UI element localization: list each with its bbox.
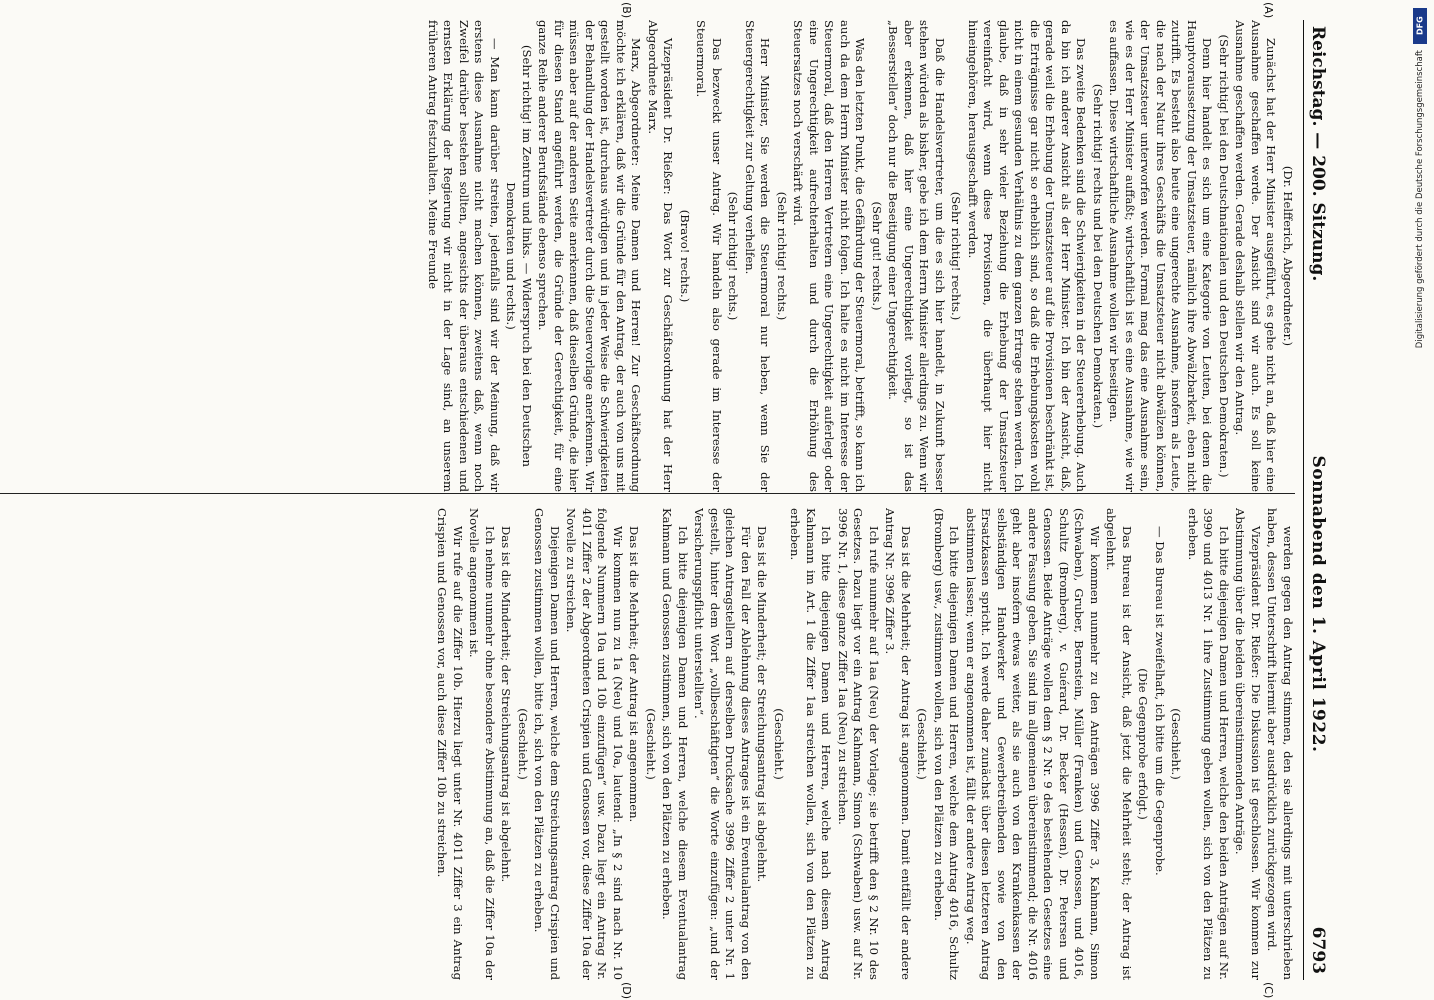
- header-left: Reichstag. — 200. Sitzung.: [1308, 26, 1329, 282]
- header-date: Sonnabend den 1. April 1922.: [1308, 455, 1329, 753]
- right-column-paragraph: (Geschieht.): [772, 708, 786, 780]
- margin-marker-a: (A): [1262, 2, 1275, 19]
- right-column-paragraph: Ich rufe nunmehr auf 1aa (Neu) der Vorlage; sie betrifft den § 2 Nr. 10 des Gesetzes. Dazu liegt vor ein Antrag Kahmann, Simon (Schwaben) usw. auf Nr. 3996 Nr. 1, diese ganze Ziffer 1aa (Neu) zu streichen.: [836, 508, 881, 980]
- right-column-paragraph: Ich bitte diejenigen Damen und Herren, welche diesem Eventualantrag Kahmann und Genossen zustimmen, sich von den Plätzen zu erheben.: [660, 508, 690, 980]
- margin-marker-b: (B): [620, 2, 633, 19]
- left-column-paragraph: Das bezweckt unser Antrag. Wir handeln also gerade im Interesse der Steuermoral.: [694, 20, 724, 492]
- right-column-paragraph: Diejenigen Damen und Herren, welche dem Streichungsantrag Crispien und Genossen zustimmen wollen, bitte ich, sich von den Plätzen zu erheben.: [532, 508, 562, 980]
- side-attribution: [1411, 8, 1429, 992]
- right-column: [0, 508, 1295, 980]
- right-column-paragraph: (Die Gegenprobe erfolgt.): [1136, 668, 1151, 820]
- page-header: [1303, 20, 1333, 980]
- left-column-paragraph: (Sehr richtig! rechts.): [949, 191, 964, 321]
- left-column-paragraph: Daß die Handelsvertreter, um die es sich hier handelt, in Zukunft besser stehen würden als bisher, gebe ich dem Herrn Minister allerdings zu. Wenn wir aber erkennen, daß hier eine Ungerechtigkeit vorliegt, so ist das „Besserstellen“ doch nur die Beseitigung einer Ungerechtigkeit.: [886, 20, 947, 492]
- right-column-paragraph: Wir kommen nun zu 1a (Neu) und 10a, lautend: „In § 2 sind nach Nr. 10 folgende Nummern 10a und 10b einzufügen“ usw. Dazu liegt ein Antrag Nr. 4011 Ziffer 2 der Abgeordneten Crispien und Genossen vor, diese Ziffer 10a der Novelle zu streichen.: [564, 508, 625, 980]
- left-column-paragraph: (Sehr richtig! rechts.): [775, 191, 789, 321]
- left-column-paragraph: (Sehr gut! rechts.): [870, 201, 884, 311]
- attribution-text: Digitalisierung gefördert durch die Deutsche Forschungsgemeinschaft: [1415, 50, 1425, 349]
- right-column-paragraph: Vizepräsident Dr. Rießer: Die Diskussion ist geschlossen. Wir kommen zur Abstimmung über die beiden übereinstimmenden Anträge.: [1233, 508, 1263, 980]
- left-column-paragraph: Herr Minister, Sie werden die Steuermoral nur heben, wenn Sie der Steuergerechtigkeit zur Geltung verhelfen.: [743, 20, 773, 492]
- right-column-paragraph: Für den Fall der Ablehnung dieses Antrages ist ein Eventualantrag von den gleichen Antragstellern auf derselben Drucksache 3996 Ziffer 2 unter Nr. 1 gestellt, hinter dem Wort „vollbeschäftigten“ die Worte einzufügen: „und der Versicherungspflicht unterstellten“.: [692, 508, 753, 980]
- rotated-page-content: [0, 2, 1333, 1000]
- left-column-paragraph: (Sehr richtig! rechts.): [726, 191, 741, 321]
- margin-marker-c: (C): [1262, 982, 1275, 999]
- left-column-paragraph: Was den letzten Punkt, die Gefährdung der Steuermoral, betrifft, so kann ich auch da dem Herrn Minister nicht folgen. Ich halte es nicht im Interesse der Steuermoral, daß den Herren Vertretern eine Ungerechtigkeit auferlegt oder eine Ungerechtigkeit aufrechterhalten und durch die Erhöhung des Steuersatzes noch verschärft wird.: [791, 20, 868, 492]
- right-column-paragraph: Ich nehme nunmehr ohne besondere Abstimmung an, daß die Ziffer 10a der Novelle angenommen ist.: [467, 508, 497, 980]
- left-column-paragraph: (Sehr richtig! im Zentrum und links. — Widerspruch bei den Deutschen Demokraten und rechts.): [504, 45, 534, 467]
- right-column-paragraph: (Geschieht.): [915, 708, 930, 780]
- right-column-paragraph: Das Bureau ist der Ansicht, daß jetzt die Mehrheit steht; der Antrag ist abgelehnt.: [1104, 508, 1134, 980]
- right-column-paragraph: Das ist die Mehrheit; der Antrag ist angenommen.: [627, 526, 642, 823]
- left-column-paragraph: Vizepräsident Dr. Rießer: Das Wort zur Geschäftsordnung hat der Herr Abgeordnete Marx.: [646, 20, 676, 492]
- right-column-paragraph: Wir rufe auf die Ziffer 10b. Hierzu liegt unter Nr. 4011 Ziffer 3 ein Antrag Crispien und Genossen vor, auch diese Ziffer 10b zu streichen.: [435, 508, 465, 980]
- right-column-paragraph: Das ist die Minderheit; der Streichungsantrag ist abgelehnt.: [755, 526, 770, 883]
- left-column-paragraph: Das zweite Bedenken sind die Schwierigkeiten in der Steuererhebung. Auch da bin ich anderer Ansicht als der Herr Minister. Ich bin der Ansicht, daß, gerade weil die Erhebung der Umsatzsteuer auf die Provisionen beschränkt ist, die Erträgnisse gar nicht so erheblich sind, so daß die Erhebungskosten wohl nicht in einem gesunden Verhältnis zu dem ganzen Ertrage stehen werden. Ich glaube, daß in sehr vieler Beziehung die Erhebung der Umsatzsteuer vereinfacht wird, wenn diese Provisionen, die überhaupt hier nicht hineingehören, herausgeschafft werden.: [966, 20, 1089, 492]
- right-column-paragraph: Ich bitte diejenigen Damen und Herren, welche dem Antrag 4016, Schultz (Bromberg) usw., zustimmen wollen, sich von den Plätzen zu erheben.: [932, 508, 962, 980]
- right-column-paragraph: (Geschieht.): [1169, 708, 1184, 780]
- left-column: [0, 20, 1295, 492]
- left-column-paragraph: (Sehr richtig! rechts und bei den Deutschen Demokraten.): [1091, 83, 1105, 429]
- left-column-paragraph: Zunächst hat der Herr Minister ausgeführt, es gehe nicht an, daß hier eine Ausnahme geschaffen werde. Der Ansicht sind wir auch. Es soll keine Ausnahme geschaffen werden. Gerade deshalb stellen wir den Antrag.: [1233, 20, 1279, 492]
- margin-marker-d: (D): [620, 982, 633, 1000]
- right-column-paragraph: werden gegen den Antrag stimmen, den sie allerdings mit unterschrieben haben, dessen Unterschrift hiermit aber ausdrücklich zurückgezogen wird.: [1265, 508, 1295, 980]
- left-column-paragraph: (Dr. Helfferich, Abgeordneter.): [1281, 165, 1295, 347]
- right-column-paragraph: Ich bitte diejenigen Damen und Herren, welche den beiden Anträgen auf Nr. 3990 und 4013 Nr. 1 ihre Zustimmung geben wollen, sich von den Plätzen zu erheben.: [1186, 508, 1231, 980]
- right-column-paragraph: Das ist die Minderheit; der Streichungsantrag ist abgelehnt.: [499, 526, 514, 883]
- text-columns: [0, 20, 1295, 980]
- right-column-paragraph: Das ist die Mehrheit; der Antrag ist angenommen. Damit entfällt der andere Antrag Nr. 3996 Ziffer 3.: [883, 508, 913, 980]
- dfg-logo: DFG: [1413, 8, 1427, 44]
- column-divider: [0, 493, 1295, 494]
- left-column-paragraph: Denn hier handelt es sich um eine Kategorie von Leuten, bei denen die Hauptvoraussetzung der Umsatzsteuer, nämlich ihre Abwälzbarkeit, eben nicht zutrifft. Es besteht also heute eine ungerechte Ausnahme, insofern als Leute, die nach der Natur ihres Geschäfts die Umsatzsteuer nicht abwälzen können, der Umsatzsteuer unterworfen werden. Formal mag das eine Ausnahme sein, wie es der Herr Minister auffaßt; wirtschaftlich ist es eine Ausnahme, wie wir es auffassen. Diese wirtschaftliche Ausnahme wollen wir beseitigen.: [1107, 20, 1215, 492]
- page-number: 6793: [1308, 926, 1329, 974]
- right-column-paragraph: (Geschieht.): [644, 708, 658, 780]
- right-column-paragraph: Ich bitte diejenigen Damen und Herren, welche nach diesem Antrag Kahmann im Art. 1 die Ziffer 1aa streichen wollen, sich von den Plätzen zu erheben.: [788, 508, 834, 980]
- right-column-paragraph: (Geschieht.): [516, 708, 530, 780]
- left-column-paragraph: — Man kann darüber streiten, jedenfalls sind wir der Meinung, daß wir erstens diese Ausnahme nicht machen können, zweitens daß, wenn noch Zweifel darüber bestehen sollten, angesichts der überaus entschiedenen und ernsten Erklärung der Regierung wir nicht in der Lage sind, an unserem früheren Antrag festzuhalten. Meine Freunde: [426, 20, 502, 492]
- left-column-paragraph: Marx, Abgeordneter: Meine Damen und Herren! Zur Geschäftsordnung möchte ich erklären, daß wir die Gründe für den Antrag, der auch von uns mit gestellt worden ist, durchaus würdigen und in jeder Weise die Schwierigkeiten der Behandlung der Handelsvertreter durch die Steuervorlage anerkennen. Wir müssen aber auf der anderen Seite anerkennen, daß dieselben Gründe, die hier für diesen Stand angeführt werden, die Gründe der Gerechtigkeit, für eine ganze Reihe anderer Berufsstände ebenso sprechen.: [536, 20, 644, 492]
- left-column-paragraph: (Bravo! rechts.): [678, 209, 692, 303]
- left-column-paragraph: (Sehr richtig! bei den Deutschnationalen und den Deutschen Demokraten.): [1217, 34, 1231, 478]
- right-column-paragraph: — Das Bureau ist zweifelhaft, ich bitte um die Gegenprobe.: [1153, 526, 1167, 876]
- right-column-paragraph: Wir kommen nunmehr zu den Anträgen 3996 Ziffer 3, Kahmann, Simon (Schwaben), Gruber, Bernstein, Müller (Franken) und Genossen, und 4016, Schultz (Bromberg), v. Guérard, Dr. Becker (Hessen), Dr. Petersen und Genossen. Beide Anträge wollen dem § 2 Nr. 9 des bestehenden Gesetzes eine andere Fassung geben. Sie sind im allgemeinen übereinstimmend; die Nr. 4016 geht aber insofern etwas weiter, als sie auch von den Krankenkassen der selbständigen Handwerker und Gewerbetreibenden sowie von den Ersatzkassen spricht. Ich werde daher zunächst über diesen letzteren Antrag abstimmen lassen; wenn er angenommen ist, fällt der andere Antrag weg.: [964, 508, 1102, 980]
